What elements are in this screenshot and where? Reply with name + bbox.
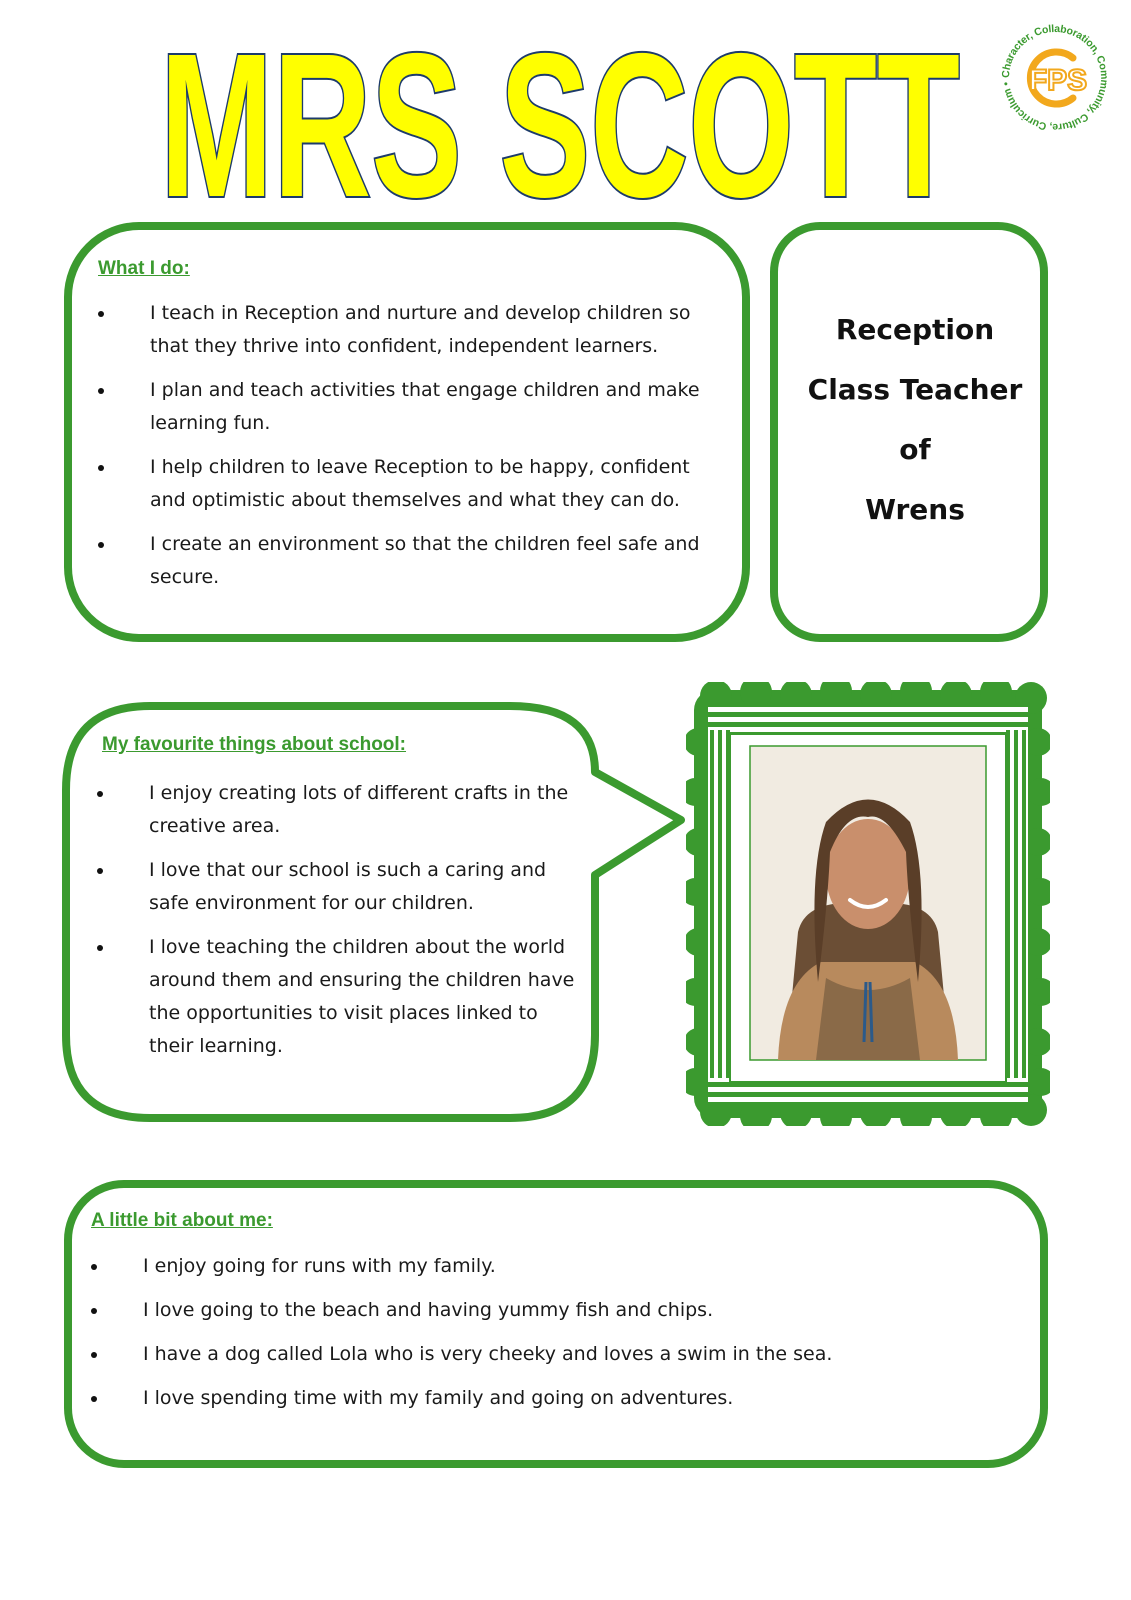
role-line: Class Teacher: [807, 373, 1023, 406]
list-item: I love teaching the children about the world around them and ensuring the children have the opportunities to visit places linked to their learning.: [97, 931, 577, 1063]
favourite-things-heading: My favourite things about school:: [102, 734, 407, 755]
school-logo: [995, 18, 1115, 138]
list-item: I have a dog called Lola who is very cheeky and loves a swim in the sea.: [91, 1338, 991, 1371]
title-text: MRS SCOTT: [160, 38, 960, 208]
what-i-do-heading: What I do:: [98, 258, 190, 279]
photo-frame: [686, 682, 1050, 1126]
role-line: of: [899, 433, 931, 466]
about-me-list: [91, 1250, 991, 1426]
list-item: I love that our school is such a caring and safe environment for our children.: [97, 854, 577, 920]
list-item: I enjoy creating lots of different crafts in the creative area.: [97, 777, 577, 843]
role-title: [790, 300, 1040, 540]
teacher-photo: [750, 746, 986, 1060]
list-item: I enjoy going for runs with my family.: [91, 1250, 991, 1283]
role-line: Wrens: [865, 493, 965, 526]
list-item: I help children to leave Reception to be happy, confident and optimistic about themselves and what they can do.: [98, 451, 718, 517]
logo-ring-text: Character, Collaboration, Community, Culture, Curriculum •: [999, 22, 1111, 134]
favourite-things-list: [97, 777, 577, 1074]
list-item: I love going to the beach and having yummy fish and chips.: [91, 1294, 991, 1327]
list-item: I teach in Reception and nurture and develop children so that they thrive into confident, independent learners.: [98, 297, 718, 363]
logo-initials: FPS: [1028, 64, 1088, 97]
role-line: Reception: [835, 313, 995, 346]
page-title: [150, 38, 970, 208]
list-item: I plan and teach activities that engage children and make learning fun.: [98, 374, 718, 440]
what-i-do-list: [98, 297, 718, 605]
about-me-heading: A little bit about me:: [91, 1210, 273, 1231]
list-item: I love spending time with my family and going on adventures.: [91, 1382, 991, 1415]
list-item: I create an environment so that the children feel safe and secure.: [98, 528, 718, 594]
